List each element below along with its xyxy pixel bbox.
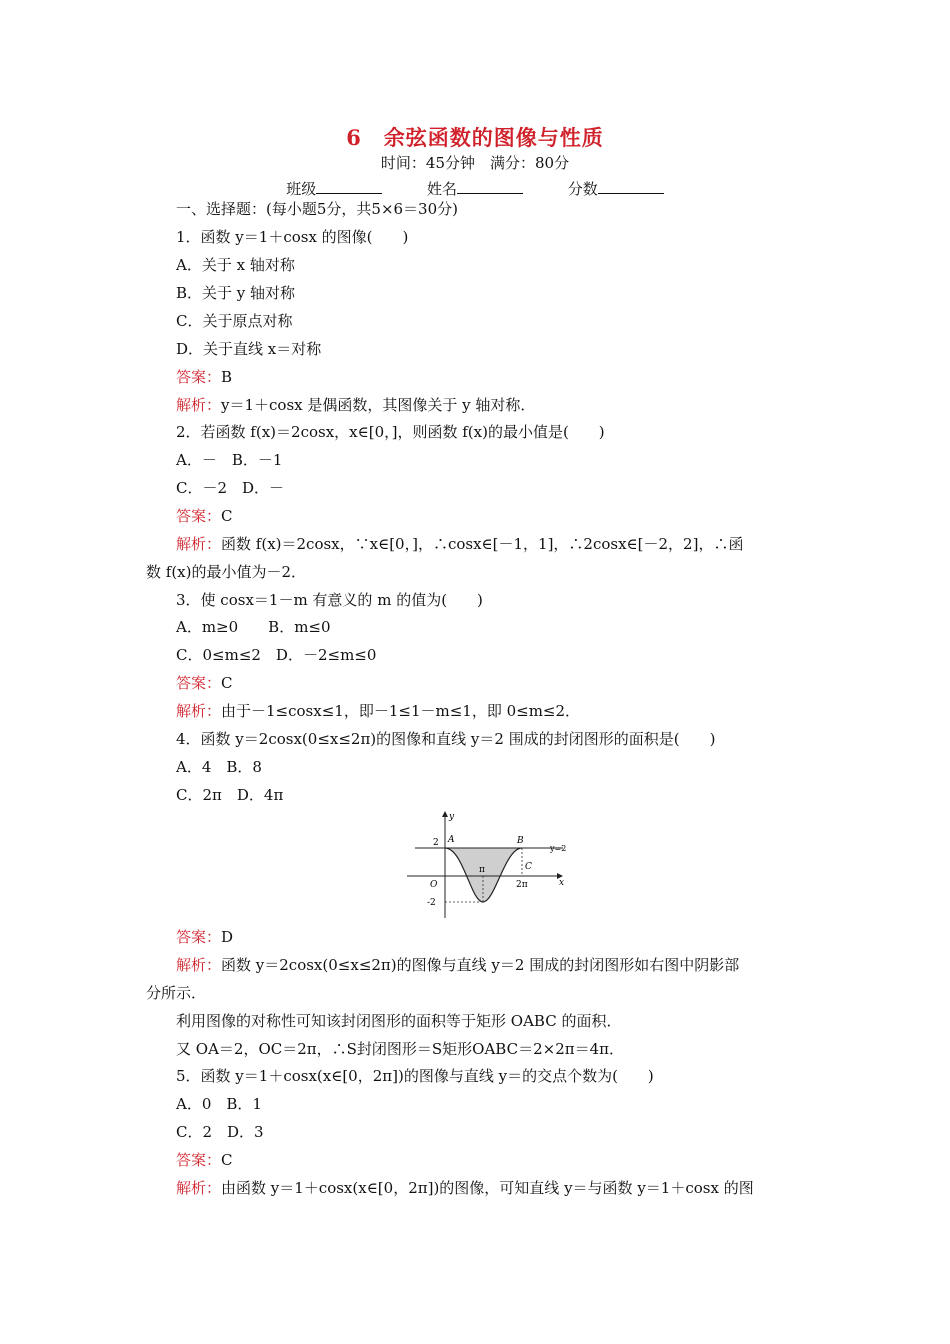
text-line bbox=[176, 1010, 621, 1031]
text-line bbox=[146, 982, 206, 1003]
tick-2: 2 bbox=[433, 838, 439, 848]
line-text: 函数 f(x)＝2cosx，∵x∈[0，]，∴cosx∈[－1，1]，∴2cosx∈[－2，2]，∴函 bbox=[221, 535, 744, 553]
answer-label: 答案： bbox=[176, 928, 222, 946]
text-line bbox=[176, 644, 376, 665]
text-line bbox=[176, 700, 580, 721]
text-line bbox=[176, 1065, 654, 1086]
analysis-label: 解析： bbox=[176, 1179, 222, 1197]
line-text: C bbox=[221, 674, 233, 692]
line-text: y＝1＋cosx 是偶函数，其图像关于 y 轴对称． bbox=[221, 396, 536, 414]
answer-label: 答案： bbox=[176, 368, 222, 386]
line-text: 3．使 cosx＝1－m 有意义的 m 的值为( ) bbox=[176, 591, 483, 609]
text-line bbox=[176, 1093, 262, 1114]
text-line bbox=[176, 449, 282, 470]
text-line bbox=[176, 394, 535, 415]
line-text: 1．函数 y＝1＋cosx 的图像( ) bbox=[176, 228, 409, 246]
line-text: 函数 y＝2cosx(0≤x≤2π)的图像与直线 y＝2 围成的封闭图形如右图中阴影部 bbox=[221, 956, 740, 974]
line-text: B．关于 y 轴对称 bbox=[176, 284, 296, 302]
text-line bbox=[176, 1121, 264, 1142]
line-text: D．关于直线 x＝对称 bbox=[176, 340, 322, 358]
line-text: 分所示． bbox=[146, 984, 207, 1002]
answer-label: 答案： bbox=[176, 674, 222, 692]
class-blank bbox=[316, 181, 382, 194]
text-line bbox=[176, 926, 233, 947]
text-line bbox=[176, 254, 295, 275]
analysis-label: 解析： bbox=[176, 702, 222, 720]
tick-pi: π bbox=[479, 865, 485, 875]
text-line bbox=[176, 1149, 233, 1170]
x-axis-label: x bbox=[559, 878, 565, 888]
student-fields bbox=[0, 178, 950, 199]
line-text: C bbox=[221, 1151, 233, 1169]
text-line bbox=[176, 282, 295, 303]
line-text: B bbox=[221, 368, 233, 386]
text-line bbox=[176, 1038, 624, 1059]
text-line bbox=[176, 505, 233, 526]
line-text: D bbox=[221, 928, 234, 946]
line-text: 由于－1≤cosx≤1，即－1≤1－m≤1，即 0≤m≤2． bbox=[221, 702, 581, 720]
text-line bbox=[176, 756, 262, 777]
line-text: 数 f(x)的最小值为－2． bbox=[146, 563, 307, 581]
text-line bbox=[176, 477, 284, 498]
cosine-figure bbox=[405, 808, 585, 920]
text-line bbox=[176, 366, 232, 387]
text-line bbox=[176, 226, 408, 247]
point-b-label: B bbox=[517, 836, 524, 846]
score-blank bbox=[598, 181, 664, 194]
line-text: C．0≤m≤2 D．－2≤m≤0 bbox=[176, 646, 377, 664]
class-field: 班级 bbox=[286, 178, 382, 199]
text-line bbox=[176, 589, 483, 610]
text-line bbox=[176, 672, 233, 693]
line-text: C．关于原点对称 bbox=[176, 312, 293, 330]
line-text: 5．函数 y＝1＋cosx(x∈[0，2π])的图像与直线 y＝的交点个数为( ) bbox=[176, 1067, 654, 1085]
score-field: 分数 bbox=[568, 178, 664, 199]
point-a-label: A bbox=[448, 835, 455, 845]
text-line bbox=[176, 1177, 754, 1198]
line-text: C．2 D．3 bbox=[176, 1123, 264, 1141]
line-text: A．－ B．－1 bbox=[176, 451, 283, 469]
line-text: 由函数 y＝1＋cosx(x∈[0，2π])的图像，可知直线 y＝与函数 y＝1＋cosx 的图 bbox=[221, 1179, 754, 1197]
line-text: A．m≥0 B．m≤0 bbox=[176, 618, 331, 636]
name-field: 姓名 bbox=[427, 178, 523, 199]
exam-meta: 时间：45分钟 满分：80分 bbox=[380, 154, 570, 172]
line-text: A．关于 x 轴对称 bbox=[176, 256, 295, 274]
text-line bbox=[176, 728, 715, 749]
line-text: C bbox=[221, 507, 233, 525]
section-heading: 一、选择题：(每小题5分，共5×6＝30分) bbox=[176, 200, 458, 218]
text-line bbox=[176, 616, 331, 637]
text-line bbox=[176, 310, 292, 331]
text-line bbox=[176, 338, 321, 359]
line-text: 又 OA＝2，OC＝2π，∴S封闭图形＝S矩形OABC＝2×2π＝4π． bbox=[176, 1040, 624, 1058]
name-blank bbox=[457, 181, 523, 194]
y-axis-arrow bbox=[442, 811, 448, 817]
line-text: C．－2 D．－ bbox=[176, 479, 285, 497]
text-line bbox=[176, 784, 283, 805]
answer-label: 答案： bbox=[176, 1151, 222, 1169]
analysis-label: 解析： bbox=[176, 956, 222, 974]
tick-2pi: 2π bbox=[516, 880, 528, 890]
line-text: A．0 B．1 bbox=[176, 1095, 262, 1113]
text-line bbox=[176, 533, 743, 554]
line-text: 2．若函数 f(x)＝2cosx，x∈[0，]，则函数 f(x)的最小值是( ) bbox=[176, 423, 605, 441]
line-text: 4．函数 y＝2cosx(0≤x≤2π)的图像和直线 y＝2 围成的封闭图形的面积是( ) bbox=[176, 730, 716, 748]
y-axis-label: y bbox=[449, 812, 455, 822]
origin-label: O bbox=[430, 880, 438, 890]
text-line bbox=[176, 421, 605, 442]
tick-neg2: -2 bbox=[427, 898, 436, 908]
line-text: C．2π D．4π bbox=[176, 786, 284, 804]
line-text: A．4 B．8 bbox=[176, 758, 262, 776]
line-text: 利用图像的对称性可知该封闭图形的面积等于矩形 OABC 的面积． bbox=[176, 1012, 622, 1030]
text-line bbox=[146, 561, 306, 582]
line-label: y=2 bbox=[550, 844, 567, 853]
text-line bbox=[176, 954, 739, 975]
analysis-label: 解析： bbox=[176, 396, 222, 414]
point-c-label: C bbox=[525, 862, 532, 872]
analysis-label: 解析： bbox=[176, 535, 222, 553]
answer-label: 答案： bbox=[176, 507, 222, 525]
page-title: 6 余弦函数的图像与性质 bbox=[346, 125, 604, 150]
